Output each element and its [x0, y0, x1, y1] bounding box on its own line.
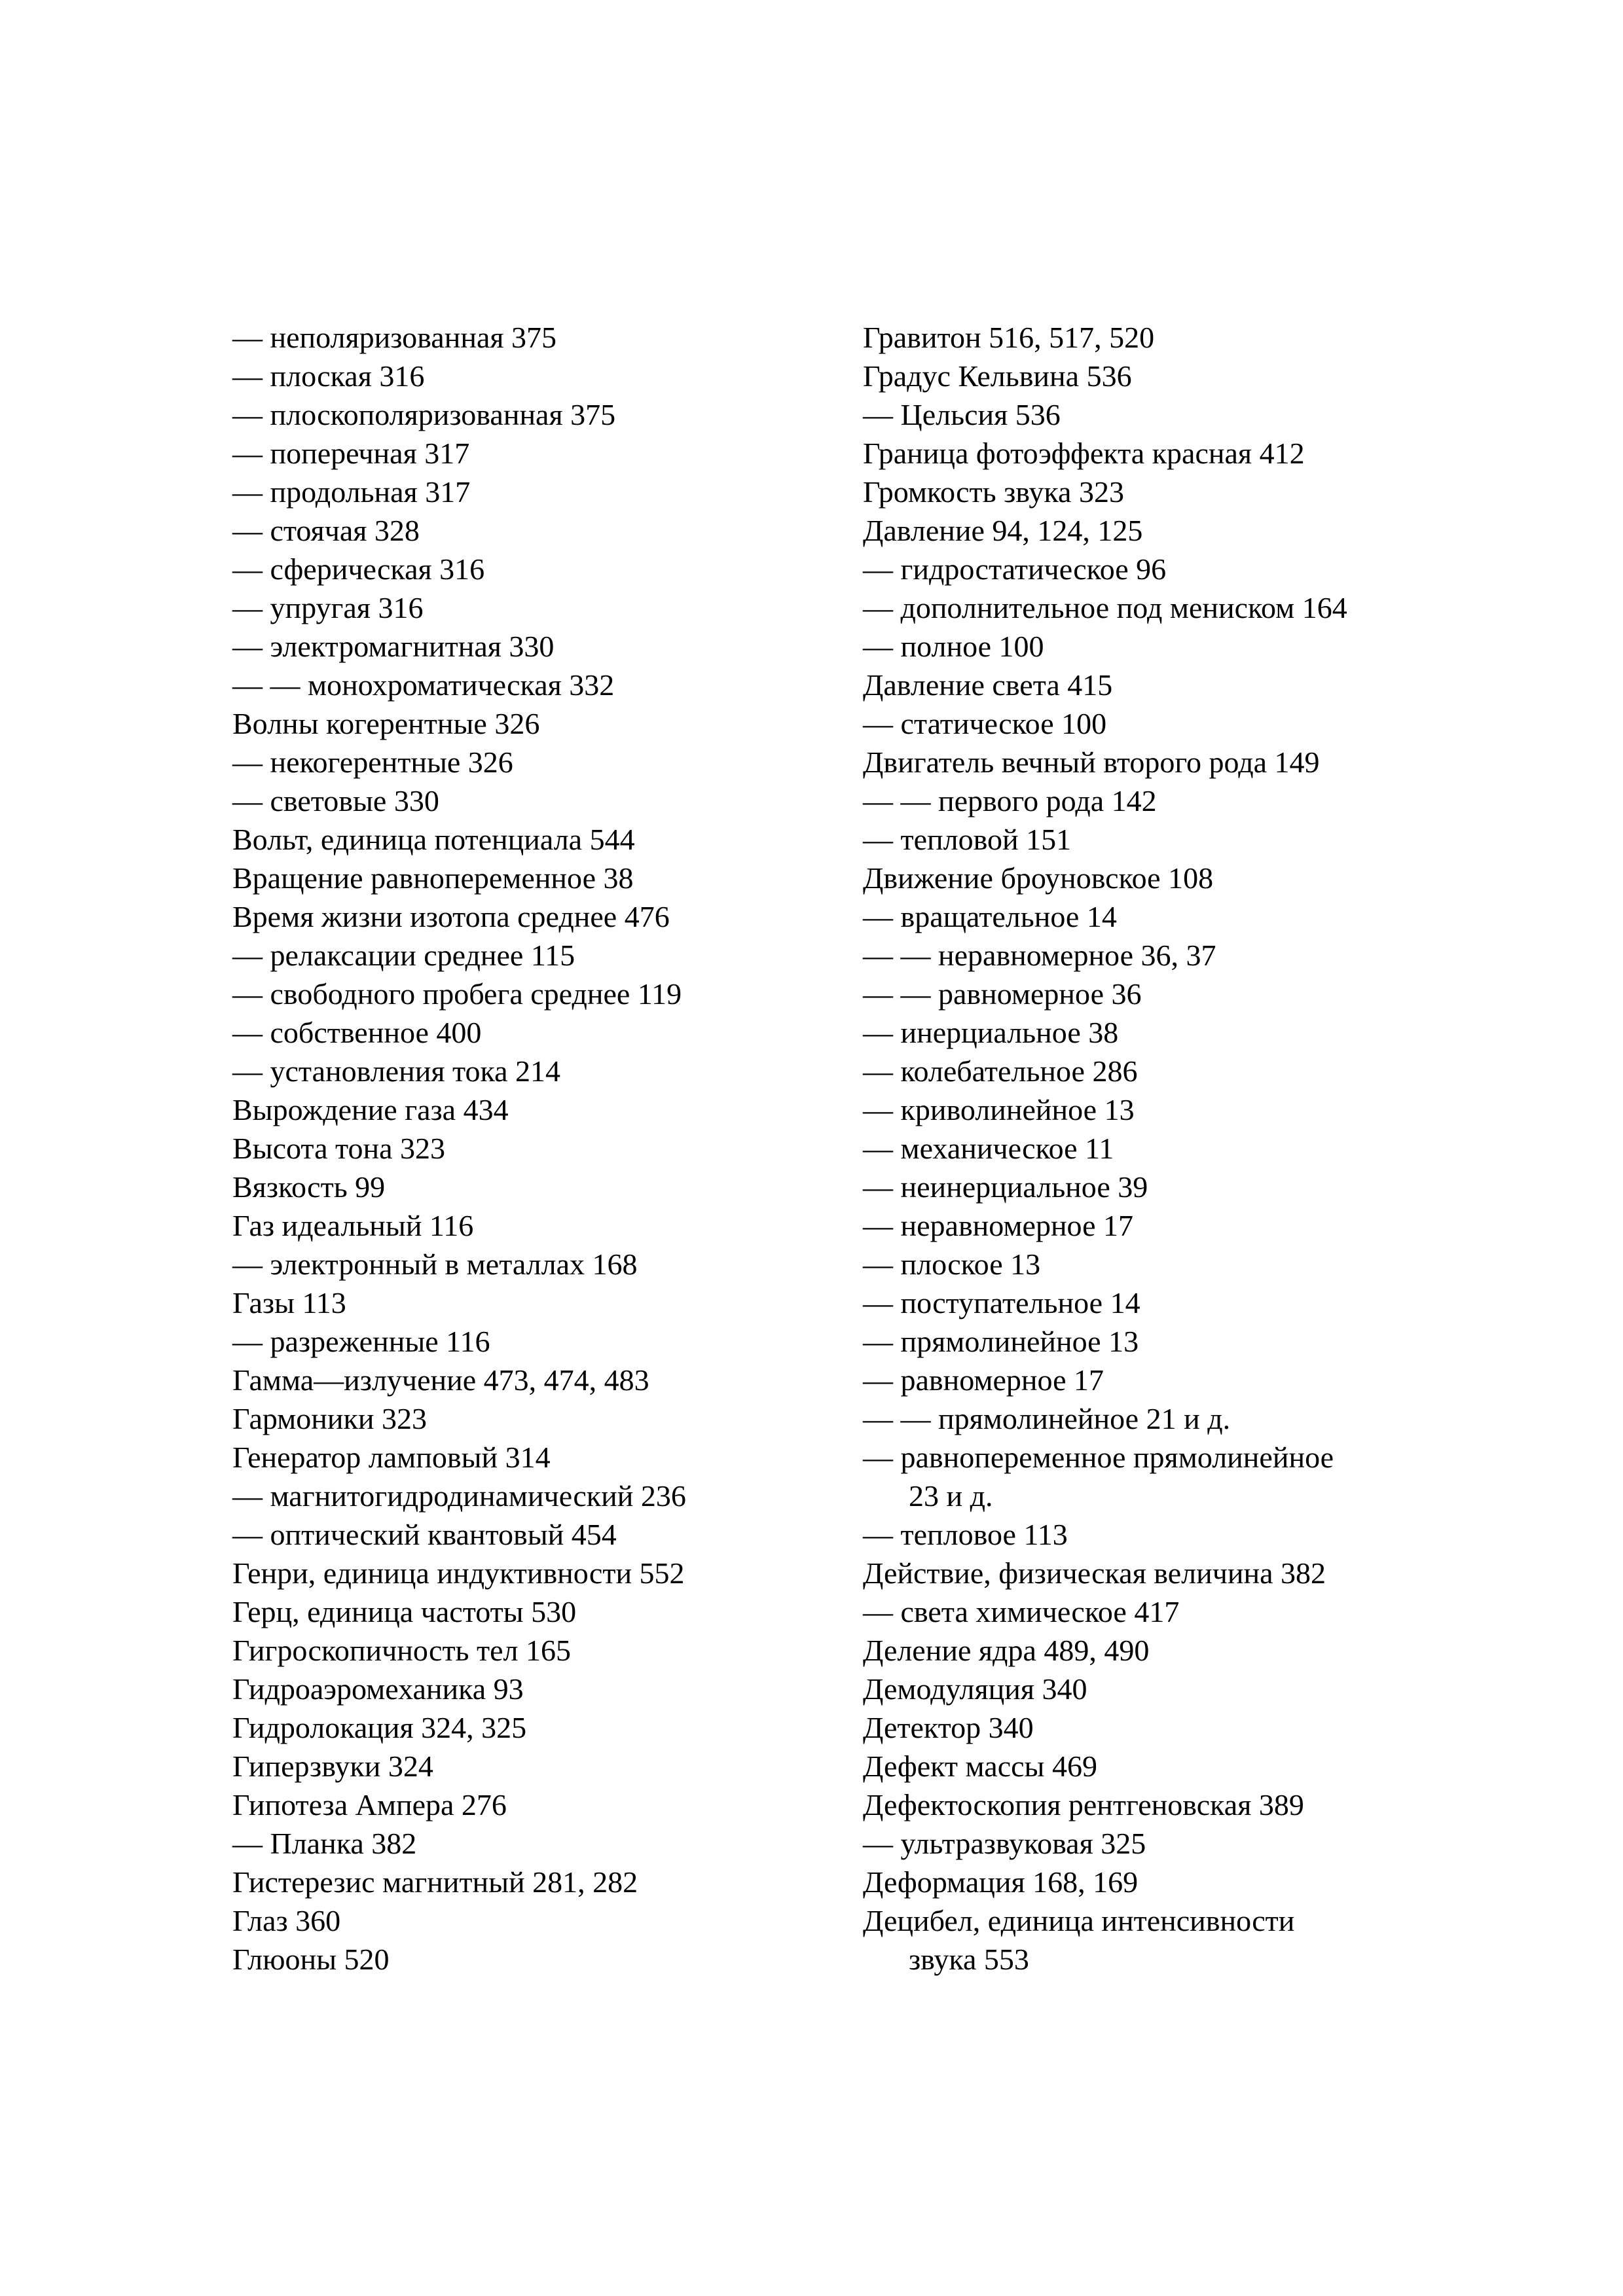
index-entry: — поступательное 14 — [863, 1286, 1140, 1319]
index-entry: Вязкость 99 — [232, 1170, 386, 1204]
index-entry: Гармоники 323 — [232, 1402, 427, 1435]
index-entry: — Цельсия 536 — [863, 398, 1061, 431]
index-entry: — — равномерное 36 — [863, 977, 1142, 1011]
index-entry: — гидростатическое 96 — [863, 552, 1167, 586]
index-entry: — прямолинейное 13 — [863, 1325, 1139, 1358]
index-entry: — — монохроматическая 332 — [232, 668, 615, 702]
index-entry: — вращательное 14 — [863, 900, 1117, 933]
index-entry: Гипотеза Ампера 276 — [232, 1788, 507, 1821]
index-entry: — релаксации среднее 115 — [232, 939, 575, 972]
index-entry: — неравномерное 17 — [863, 1209, 1134, 1242]
index-entry: Газы 113 — [232, 1286, 346, 1319]
index-entry: Действие, физическая величина 382 — [863, 1556, 1326, 1590]
index-entry: Детектор 340 — [863, 1711, 1034, 1744]
index-entry: — неинерциальное 39 — [863, 1170, 1148, 1204]
index-entry: Вольт, единица потенциала 544 — [232, 823, 635, 856]
index-entry: Дефектоскопия рентгеновская 389 — [863, 1788, 1304, 1821]
index-entry: Газ идеальный 116 — [232, 1209, 474, 1242]
index-entry: Вырождение газа 434 — [232, 1093, 509, 1126]
index-entry: — механическое 11 — [863, 1132, 1114, 1165]
index-entry: звука 553 — [909, 1943, 1029, 1976]
index-entry: — — неравномерное 36, 37 — [863, 939, 1216, 972]
index-entry: — неполяризованная 375 — [232, 321, 557, 354]
index-entry: Децибел, единица интенсивности — [863, 1904, 1295, 1937]
index-entry: — ультразвуковая 325 — [863, 1827, 1146, 1860]
index-entry: — колебательное 286 — [863, 1054, 1138, 1088]
index-column-right — [863, 318, 1504, 1979]
index-entry: Градус Кельвина 536 — [863, 359, 1132, 393]
index-entry: Вращение равнопеременное 38 — [232, 861, 634, 895]
index-entry: 23 и д. — [909, 1479, 993, 1513]
index-entry: — свободного пробега среднее 119 — [232, 977, 682, 1011]
index-entry: Дефект массы 469 — [863, 1749, 1097, 1783]
index-entry: Глаз 360 — [232, 1904, 341, 1937]
index-entry: — разреженные 116 — [232, 1325, 490, 1358]
index-entry: — продольная 317 — [232, 475, 471, 509]
index-entry: Давление света 415 — [863, 668, 1113, 702]
index-entry: — полное 100 — [863, 630, 1044, 663]
index-entry: — Планка 382 — [232, 1827, 417, 1860]
index-entry: — установления тока 214 — [232, 1054, 561, 1088]
index-entry: — некогерентные 326 — [232, 745, 513, 779]
index-entry: Деление ядра 489, 490 — [863, 1634, 1150, 1667]
index-entry: — инерциальное 38 — [863, 1016, 1119, 1049]
index-entry: — магнитогидродинамический 236 — [232, 1479, 686, 1513]
index-entry: Граница фотоэффекта красная 412 — [863, 437, 1305, 470]
index-entry: — поперечная 317 — [232, 437, 470, 470]
index-entry: — тепловое 113 — [863, 1518, 1068, 1551]
index-entry: — электронный в металлах 168 — [232, 1247, 638, 1281]
index-entry: Гигроскопичность тел 165 — [232, 1634, 572, 1667]
index-entry: Деформация 168, 169 — [863, 1865, 1139, 1899]
index-entry: — света химическое 417 — [863, 1595, 1180, 1628]
index-entry: — статическое 100 — [863, 707, 1107, 740]
index-entry: Гамма—излучение 473, 474, 483 — [232, 1363, 649, 1397]
index-entry: Время жизни изотопа среднее 476 — [232, 900, 670, 933]
index-entry: Гиперзвуки 324 — [232, 1749, 433, 1783]
index-entry: — — прямолинейное 21 и д. — [863, 1402, 1231, 1435]
index-entry: Гистерезис магнитный 281, 282 — [232, 1865, 638, 1899]
index-entry: Демодуляция 340 — [863, 1672, 1087, 1706]
index-entry: Давление 94, 124, 125 — [863, 514, 1143, 547]
index-entry: Волны когерентные 326 — [232, 707, 540, 740]
index-entry: — плоская 316 — [232, 359, 425, 393]
index-entry: — — первого рода 142 — [863, 784, 1157, 817]
index-entry: — стоячая 328 — [232, 514, 420, 547]
index-entry: — тепловой 151 — [863, 823, 1072, 856]
index-entry: Гидроаэромеханика 93 — [232, 1672, 524, 1706]
index-entry: — собственное 400 — [232, 1016, 482, 1049]
index-entry: Генератор ламповый 314 — [232, 1441, 551, 1474]
index-entry: Движение броуновское 108 — [863, 861, 1214, 895]
index-entry: — оптический квантовый 454 — [232, 1518, 617, 1551]
index-entry: — равномерное 17 — [863, 1363, 1104, 1397]
index-entry: Двигатель вечный второго рода 149 — [863, 745, 1320, 779]
index-entry: Гидролокация 324, 325 — [232, 1711, 527, 1744]
index-entry: — плоскополяризованная 375 — [232, 398, 616, 431]
index-entry: — плоское 13 — [863, 1247, 1041, 1281]
index-entry: — сферическая 316 — [232, 552, 485, 586]
index-entry: Громкость звука 323 — [863, 475, 1124, 509]
index-entry: — электромагнитная 330 — [232, 630, 555, 663]
index-entry: Высота тона 323 — [232, 1132, 446, 1165]
index-entry: — равнопеременное прямолинейное — [863, 1441, 1334, 1474]
index-entry: Глюоны 520 — [232, 1943, 390, 1976]
index-entry: — криволинейное 13 — [863, 1093, 1135, 1126]
index-entry: — световые 330 — [232, 784, 439, 817]
index-entry: Гравитон 516, 517, 520 — [863, 321, 1155, 354]
index-entry: — дополнительное под мениском 164 — [863, 591, 1347, 624]
index-column-left — [232, 318, 874, 1979]
index-entry: Герц, единица частоты 530 — [232, 1595, 577, 1628]
index-entry: Генри, единица индуктивности 552 — [232, 1556, 685, 1590]
index-entry: — упругая 316 — [232, 591, 424, 624]
